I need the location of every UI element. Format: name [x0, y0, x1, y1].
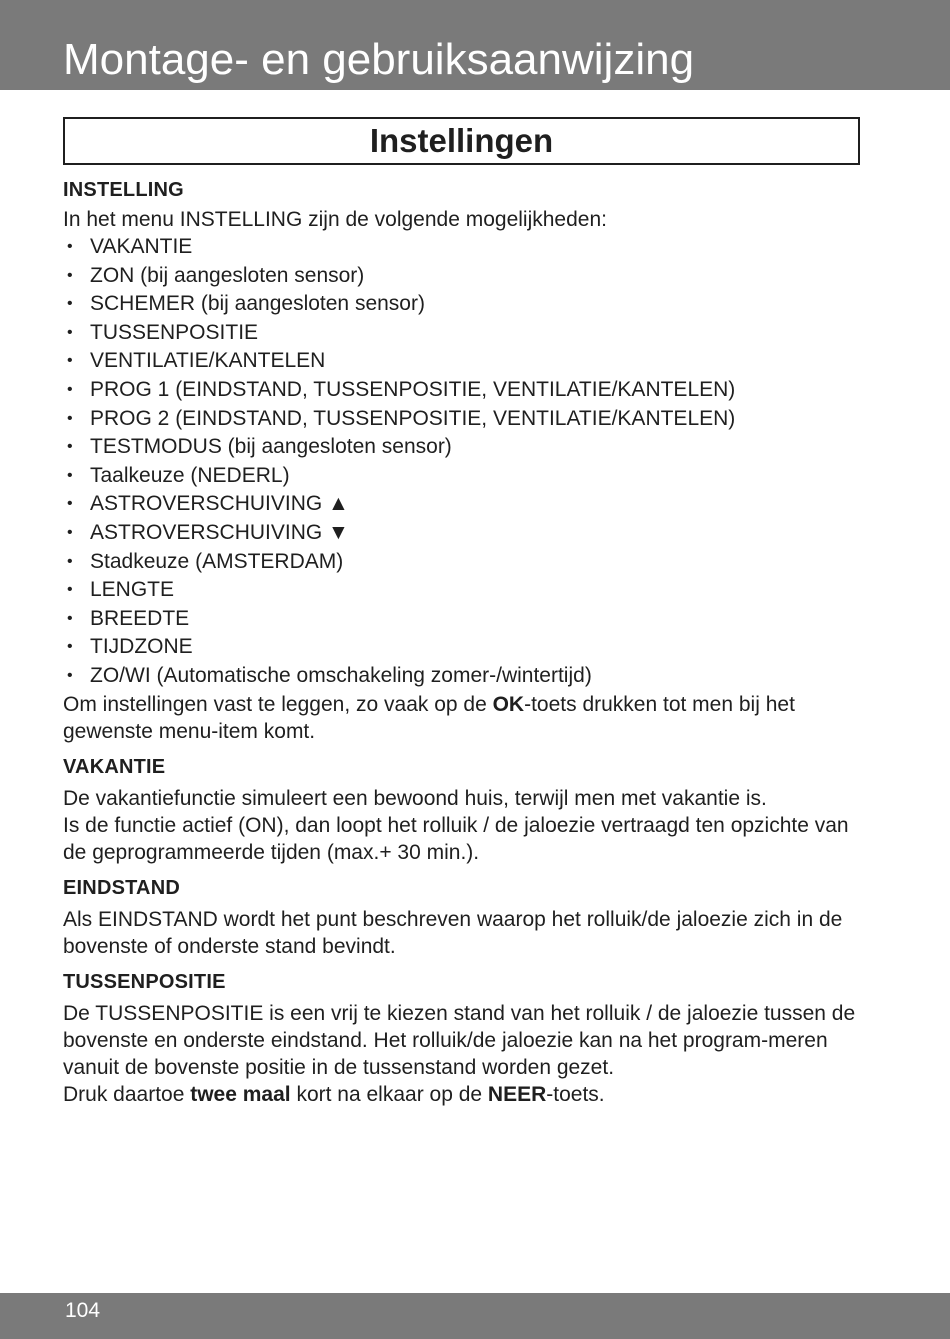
bullet-icon: •: [67, 295, 73, 313]
bullet-icon: •: [67, 266, 73, 284]
list-item: • Stadkeuze (AMSTERDAM): [63, 548, 860, 577]
section-title-box: [63, 117, 860, 165]
bullet-icon: •: [67, 323, 73, 341]
list-item: • ZO/WI (Automatische omschakeling zomer-/wintertijd): [63, 662, 860, 691]
document-body: [63, 176, 860, 1108]
bullet-icon: •: [67, 380, 73, 398]
list-item: • SCHEMER (bij aangesloten sensor): [63, 290, 860, 319]
list-item: • VENTILATIE/KANTELEN: [63, 347, 860, 376]
footer-band: [0, 1293, 950, 1339]
instelling-outro: Om instellingen vast te leggen, zo vaak op de OK-toets drukken tot men bij het gewenste menu-item komt.: [63, 692, 795, 743]
ok-key-label: OK: [492, 692, 525, 716]
bullet-icon: •: [67, 409, 73, 427]
tussenpositie-text: De TUSSENPOSITIE is een vrij te kiezen stand van het rolluik / de jaloezie tussen de bovenste en onderste eindstand. Het rolluik/de jaloezie kan na het program-meren vanuit de bovenste positie in de tussenstand worden gezet.: [63, 1001, 856, 1079]
bullet-icon: •: [67, 638, 73, 656]
instelling-intro: In het menu INSTELLING zijn de volgende mogelijkheden:: [63, 208, 607, 231]
bullet-icon: •: [67, 466, 73, 484]
list-item: • VAKANTIE: [63, 233, 860, 262]
section-title: Instellingen: [369, 122, 554, 159]
list-item: • ASTROVERSCHUIVING ▼: [63, 519, 860, 548]
heading-eindstand: EINDSTAND: [63, 876, 180, 899]
list-item: • ASTROVERSCHUIVING ▲: [63, 490, 860, 519]
list-item: • PROG 2 (EINDSTAND, TUSSENPOSITIE, VENTILATIE/KANTELEN): [63, 405, 860, 434]
list-item: • ZON (bij aangesloten sensor): [63, 262, 860, 291]
list-item: • Taalkeuze (NEDERL): [63, 462, 860, 491]
tussenpositie-instruction: Druk daartoe twee maal kort na elkaar op de NEER-toets.: [63, 1082, 605, 1106]
list-item: • TUSSENPOSITIE: [63, 319, 860, 348]
list-item: • TIJDZONE: [63, 633, 860, 662]
page-header-title: Montage- en gebruiksaanwijzing: [63, 35, 695, 84]
page-number: 104: [65, 1299, 101, 1322]
heading-tussenpositie: TUSSENPOSITIE: [63, 970, 226, 993]
bullet-icon: •: [67, 495, 73, 513]
bullet-icon: •: [67, 352, 73, 370]
list-item: • PROG 1 (EINDSTAND, TUSSENPOSITIE, VENTILATIE/KANTELEN): [63, 376, 860, 405]
bullet-icon: •: [67, 581, 73, 599]
bullet-icon: •: [67, 438, 73, 456]
heading-vakantie: VAKANTIE: [63, 755, 166, 778]
neer-key-label: NEER: [487, 1082, 547, 1106]
instelling-options-list: [63, 233, 860, 691]
heading-instelling: INSTELLING: [63, 179, 184, 201]
bullet-icon: •: [67, 552, 73, 570]
twee-maal-emphasis: twee maal: [190, 1082, 291, 1106]
vakantie-line-1: De vakantiefunctie simuleert een bewoond huis, terwijl men met vakantie is.: [63, 786, 767, 810]
bullet-icon: •: [67, 238, 73, 255]
bullet-icon: •: [67, 523, 73, 541]
list-item: • TESTMODUS (bij aangesloten sensor): [63, 433, 860, 462]
list-item: • BREEDTE: [63, 605, 860, 634]
vakantie-line-2: Is de functie actief (ON), dan loopt het rolluik / de jaloezie vertraagd ten opzichte van de geprogrammeerde tijden (max.+ 30 min.).: [63, 813, 849, 864]
eindstand-text: Als EINDSTAND wordt het punt beschreven waarop het rolluik/de jaloezie zich in de bovenste of onderste stand bevindt.: [63, 907, 843, 958]
bullet-icon: •: [67, 609, 73, 627]
list-item: • LENGTE: [63, 576, 860, 605]
bullet-icon: •: [67, 666, 73, 684]
